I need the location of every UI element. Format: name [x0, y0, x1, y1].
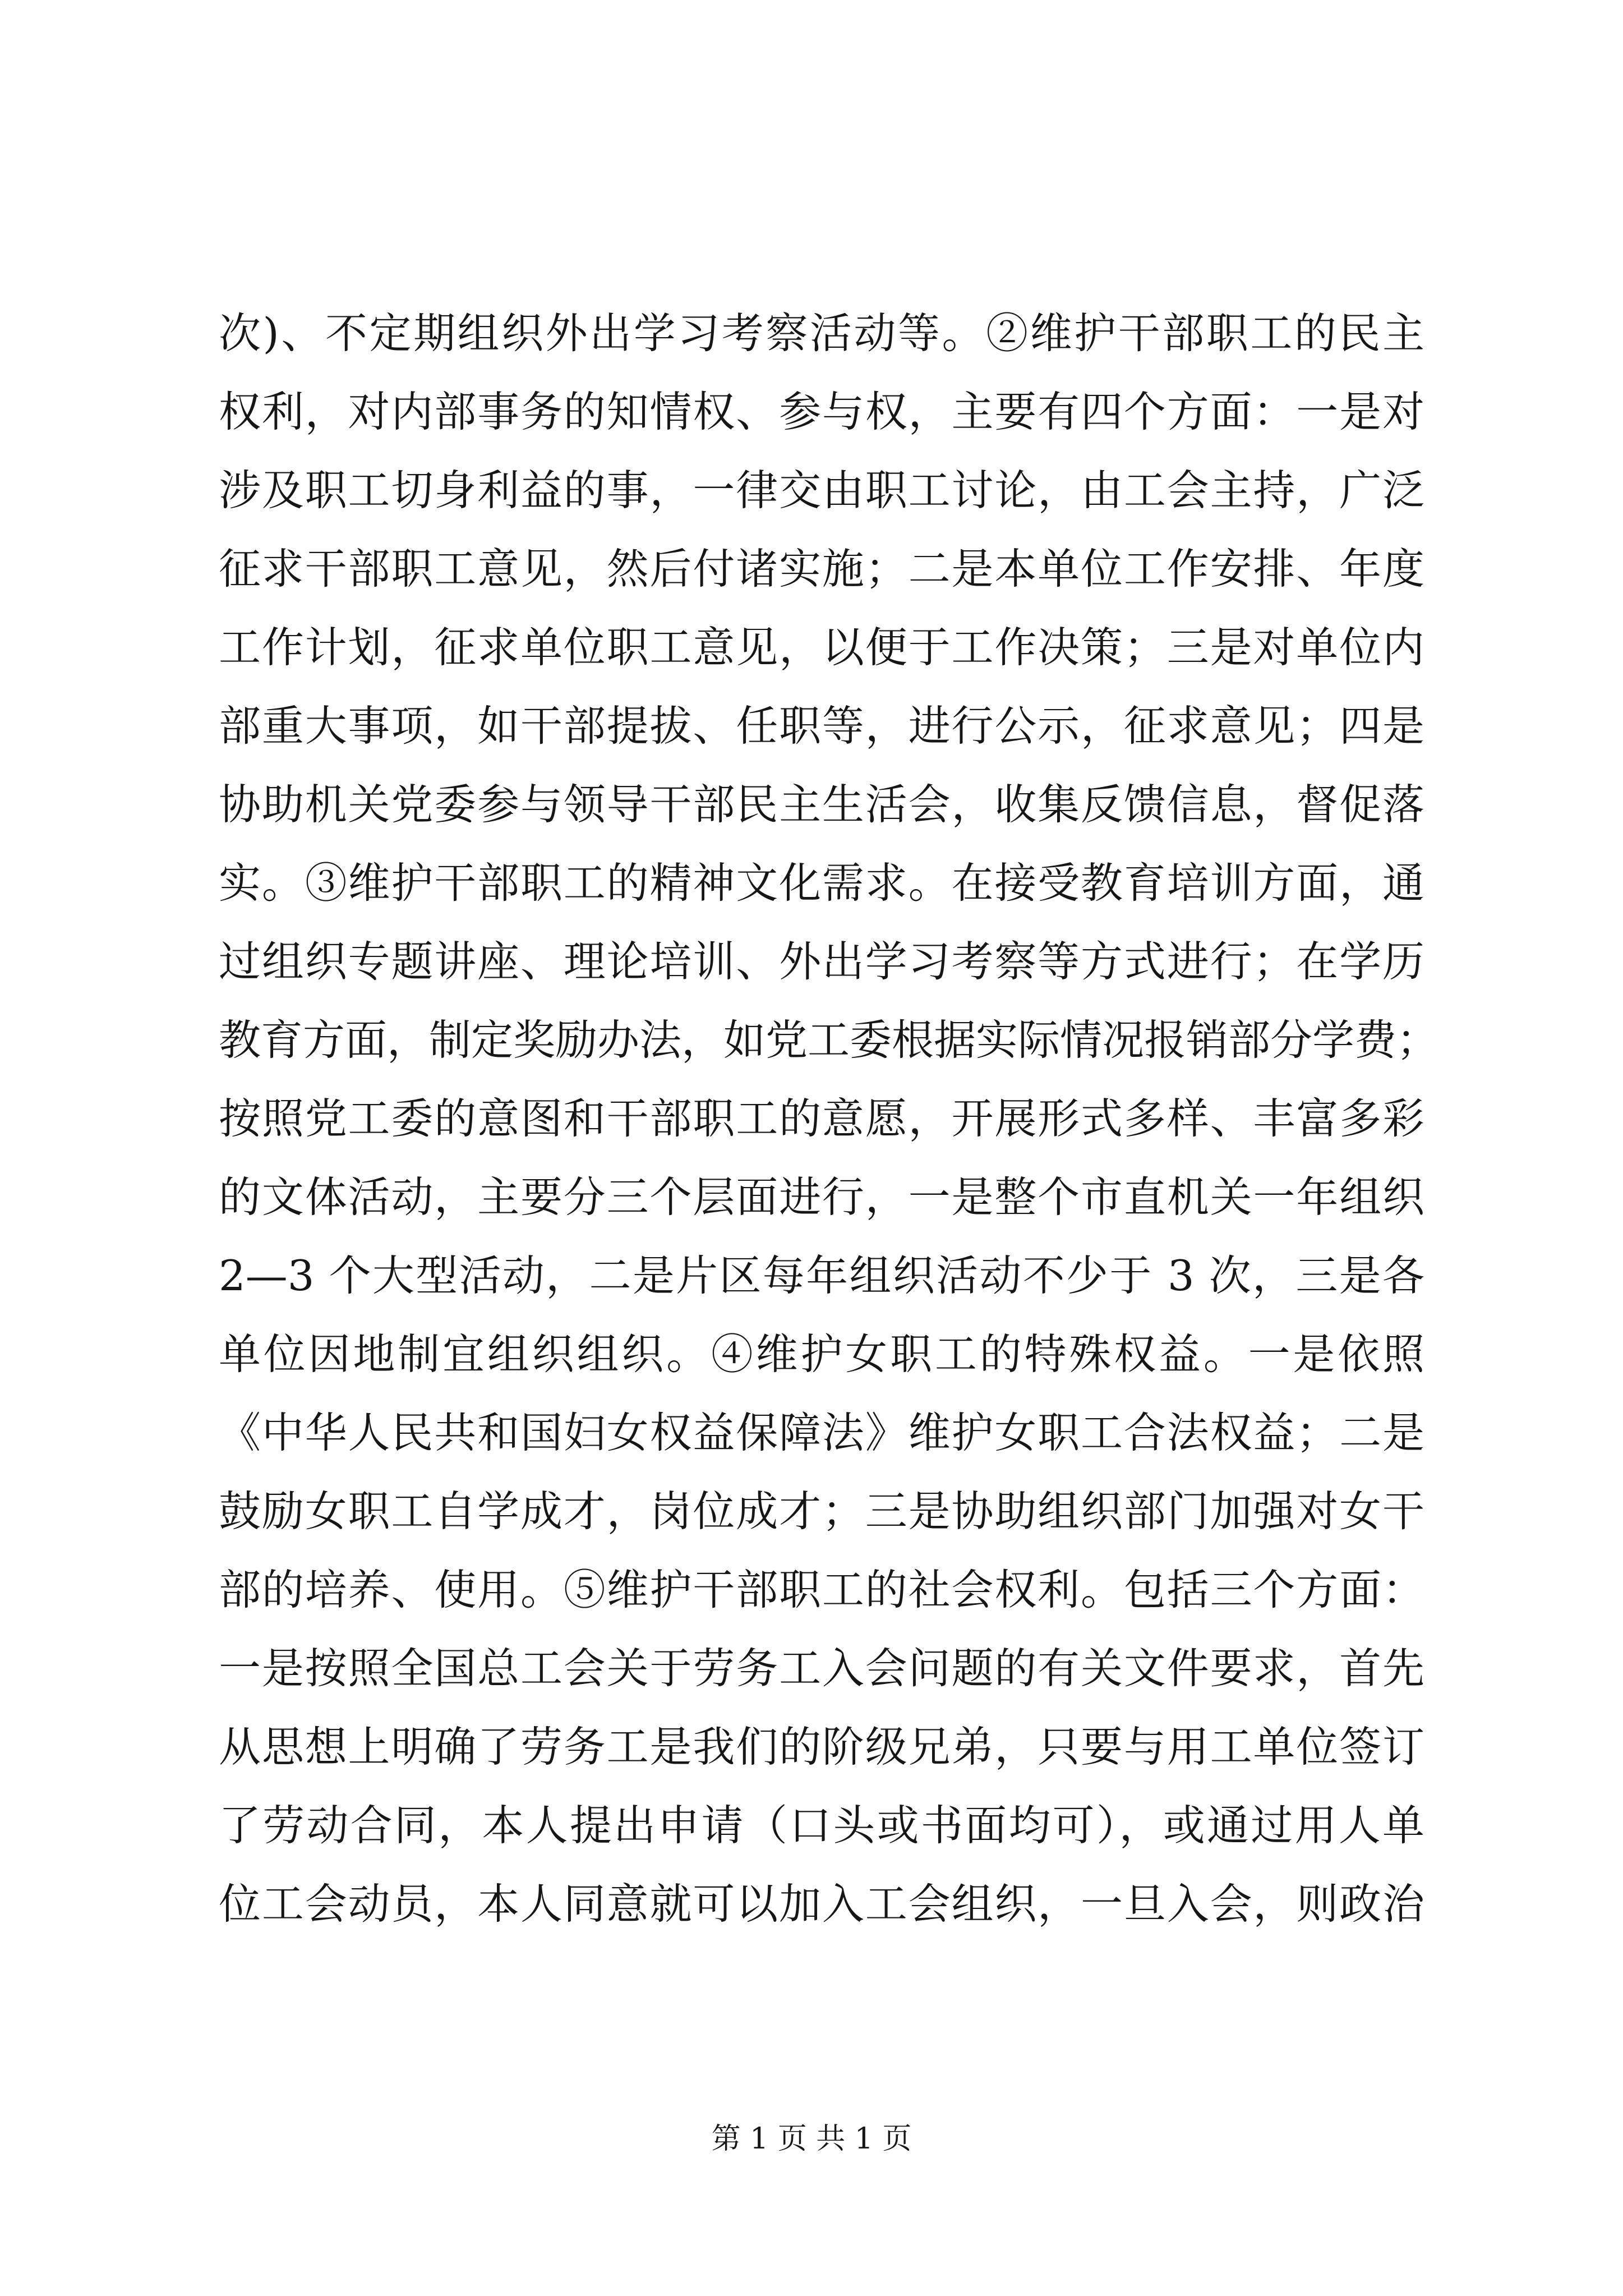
text-line: 了劳动合同，本人提出申请（口头或书面均可），或通过用人单 [219, 1801, 1424, 1850]
text-line: 按照党工委的意图和干部职工的意愿，开展形式多样、丰富多彩 [219, 1094, 1424, 1143]
text-line: 鼓励女职工自学成才，岗位成才；三是协助组织部门加强对女干 [219, 1487, 1424, 1536]
text-line: 征求干部职工意见，然后付诸实施；二是本单位工作安排、年度 [219, 544, 1424, 593]
text-line: 教育方面，制定奖励办法，如党工委根据实际情况报销部分学费； [219, 1015, 1439, 1065]
text-line: 部的培养、使用。⑤维护干部职工的社会权利。包括三个方面： [219, 1565, 1424, 1614]
text-line: 《中华人民共和国妇女权益保障法》维护女职工合法权益；二是 [219, 1408, 1424, 1457]
text-line: 实。③维护干部职工的精神文化需求。在接受教育培训方面，通 [219, 858, 1424, 908]
text-line: 的文体活动，主要分三个层面进行，一是整个市直机关一年组织 [219, 1172, 1424, 1222]
body-text [219, 294, 1439, 1943]
text-line: 从思想上明确了劳务工是我们的阶级兄弟，只要与用工单位签订 [219, 1722, 1424, 1772]
text-line: 协助机关党委参与领导干部民主生活会，收集反馈信息，督促落 [219, 780, 1424, 829]
text-line: 一是按照全国总工会关于劳务工入会问题的有关文件要求，首先 [219, 1644, 1424, 1693]
text-line: 2—3 个大型活动，二是片区每年组织活动不少于 3 次，三是各 [219, 1251, 1424, 1300]
text-line: 位工会动员，本人同意就可以加入工会组织，一旦入会，则政治 [219, 1879, 1424, 1929]
text-line: 权利，对内部事务的知情权、参与权，主要有四个方面：一是对 [219, 387, 1424, 436]
text-line: 涉及职工切身利益的事，一律交由职工讨论，由工会主持，广泛 [219, 466, 1424, 515]
page-footer [0, 2115, 1623, 2157]
text-line: 部重大事项，如干部提拔、任职等，进行公示，征求意见；四是 [219, 701, 1424, 751]
page-number-label: 第 1 页 共 1 页 [711, 2122, 912, 2156]
text-line: 次)、不定期组织外出学习考察活动等。②维护干部职工的民主 [219, 309, 1424, 358]
text-line: 过组织专题讲座、理论培训、外出学习考察等方式进行；在学历 [219, 937, 1424, 986]
text-line: 工作计划，征求单位职工意见，以便于工作决策；三是对单位内 [219, 623, 1424, 672]
text-line: 单位因地制宜组织组织。④维护女职工的特殊权益。一是依照 [219, 1329, 1424, 1379]
